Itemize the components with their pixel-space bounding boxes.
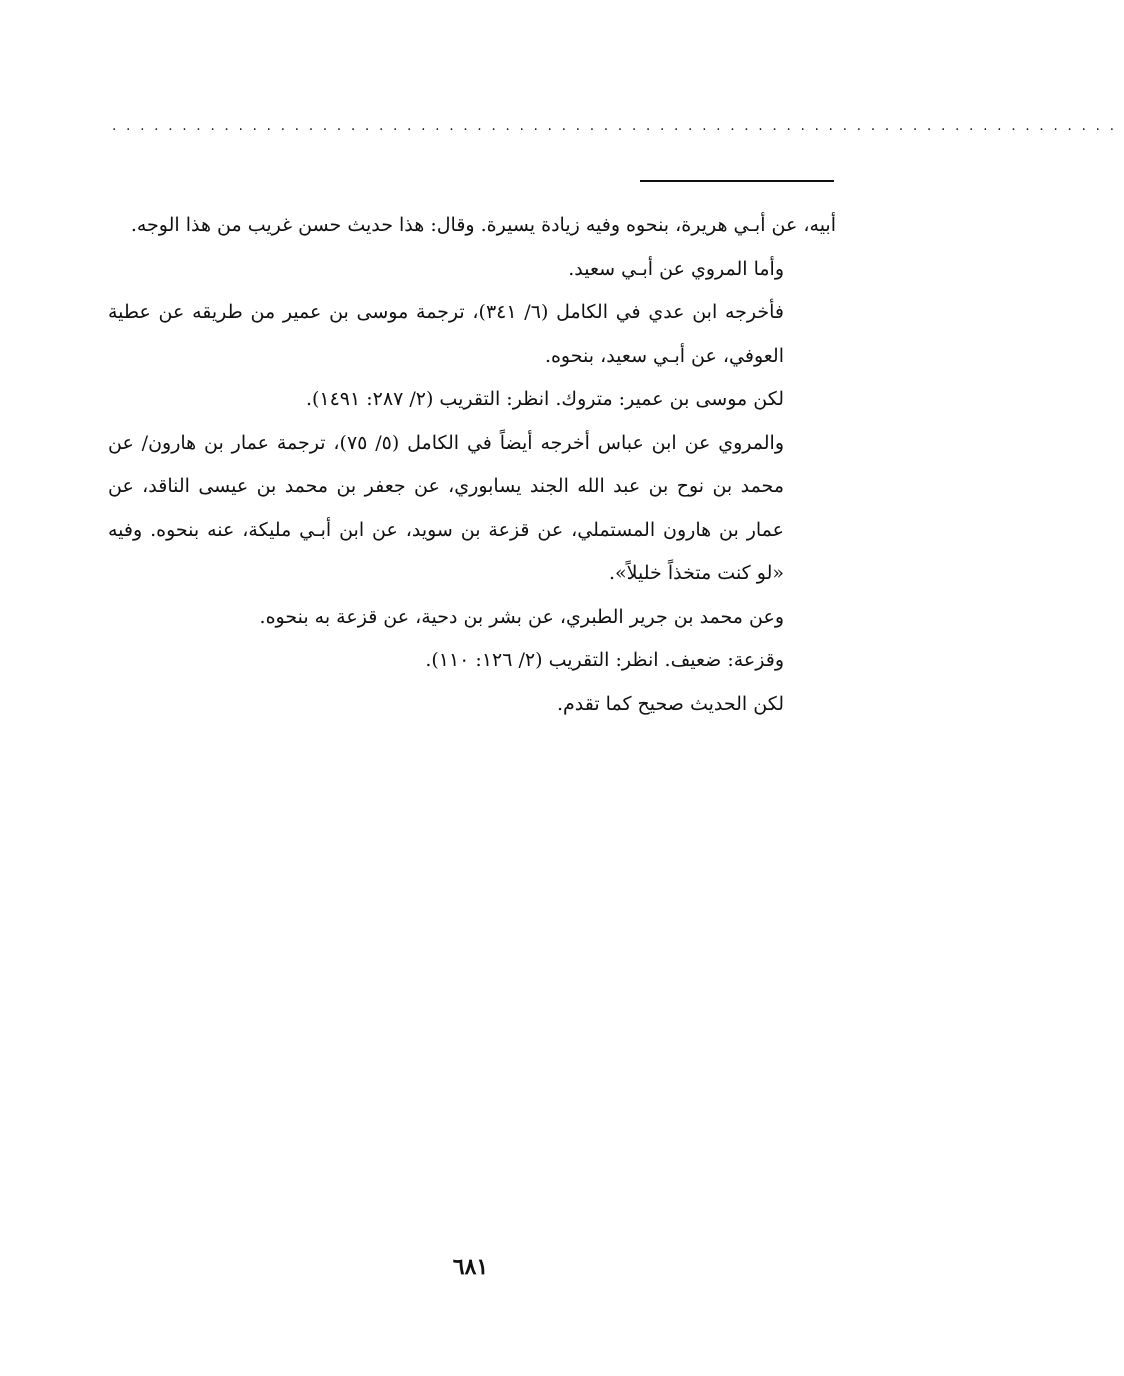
footnote-paragraph: لكن موسى بن عمير: متروك. انظر: التقريب (٢/ ٢٨٧: ١٤٩١). — [305, 388, 784, 410]
footnote-paragraph: أبيه، عن أبـي هريرة، بنحوه وفيه زيادة يسيرة. وقال: هذا حديث حسن غريب من هذا الوجه. — [130, 214, 836, 236]
separator-dots: ········································································ — [112, 122, 1124, 138]
footnote-paragraph: لكن الحديث صحيح كما تقدم. — [556, 692, 784, 715]
footnote-block — [108, 204, 836, 726]
footnote-rule — [640, 180, 834, 182]
footnote-paragraph: والمروي عن ابن عباس أخرجه أيضاً في الكامل (٥/ ٧٥)، ترجمة عمار بن هارون/ عن محمد بن نوح بن عبد الله الجند يسابوري، عن جعفر بن محمد بن عيسى الناقد، عن عمار بن هارون المستملي، عن قزعة بن سويد، عن ابن أبـي مليكة، عنه بنحوه. وفيه «لو كنت متخذاً خليلاً». — [108, 431, 785, 584]
footnote-paragraph: فأخرجه ابن عدي في الكامل (٦/ ٣٤١)، ترجمة موسى بن عمير من طريقه عن عطية العوفي، عن أبـي سعيد، بنحوه. — [108, 301, 784, 367]
footnote-paragraph: وعن محمد بن جرير الطبري، عن بشر بن دحية، عن قزعة به بنحوه. — [259, 605, 784, 628]
footnote-paragraph: وأما المروي عن أبـي سعيد. — [568, 257, 784, 280]
footnote-paragraph: وقزعة: ضعيف. انظر: التقريب (٢/ ١٢٦: ١١٠). — [425, 649, 784, 671]
page-number: ٦٨١ — [452, 1254, 489, 1280]
